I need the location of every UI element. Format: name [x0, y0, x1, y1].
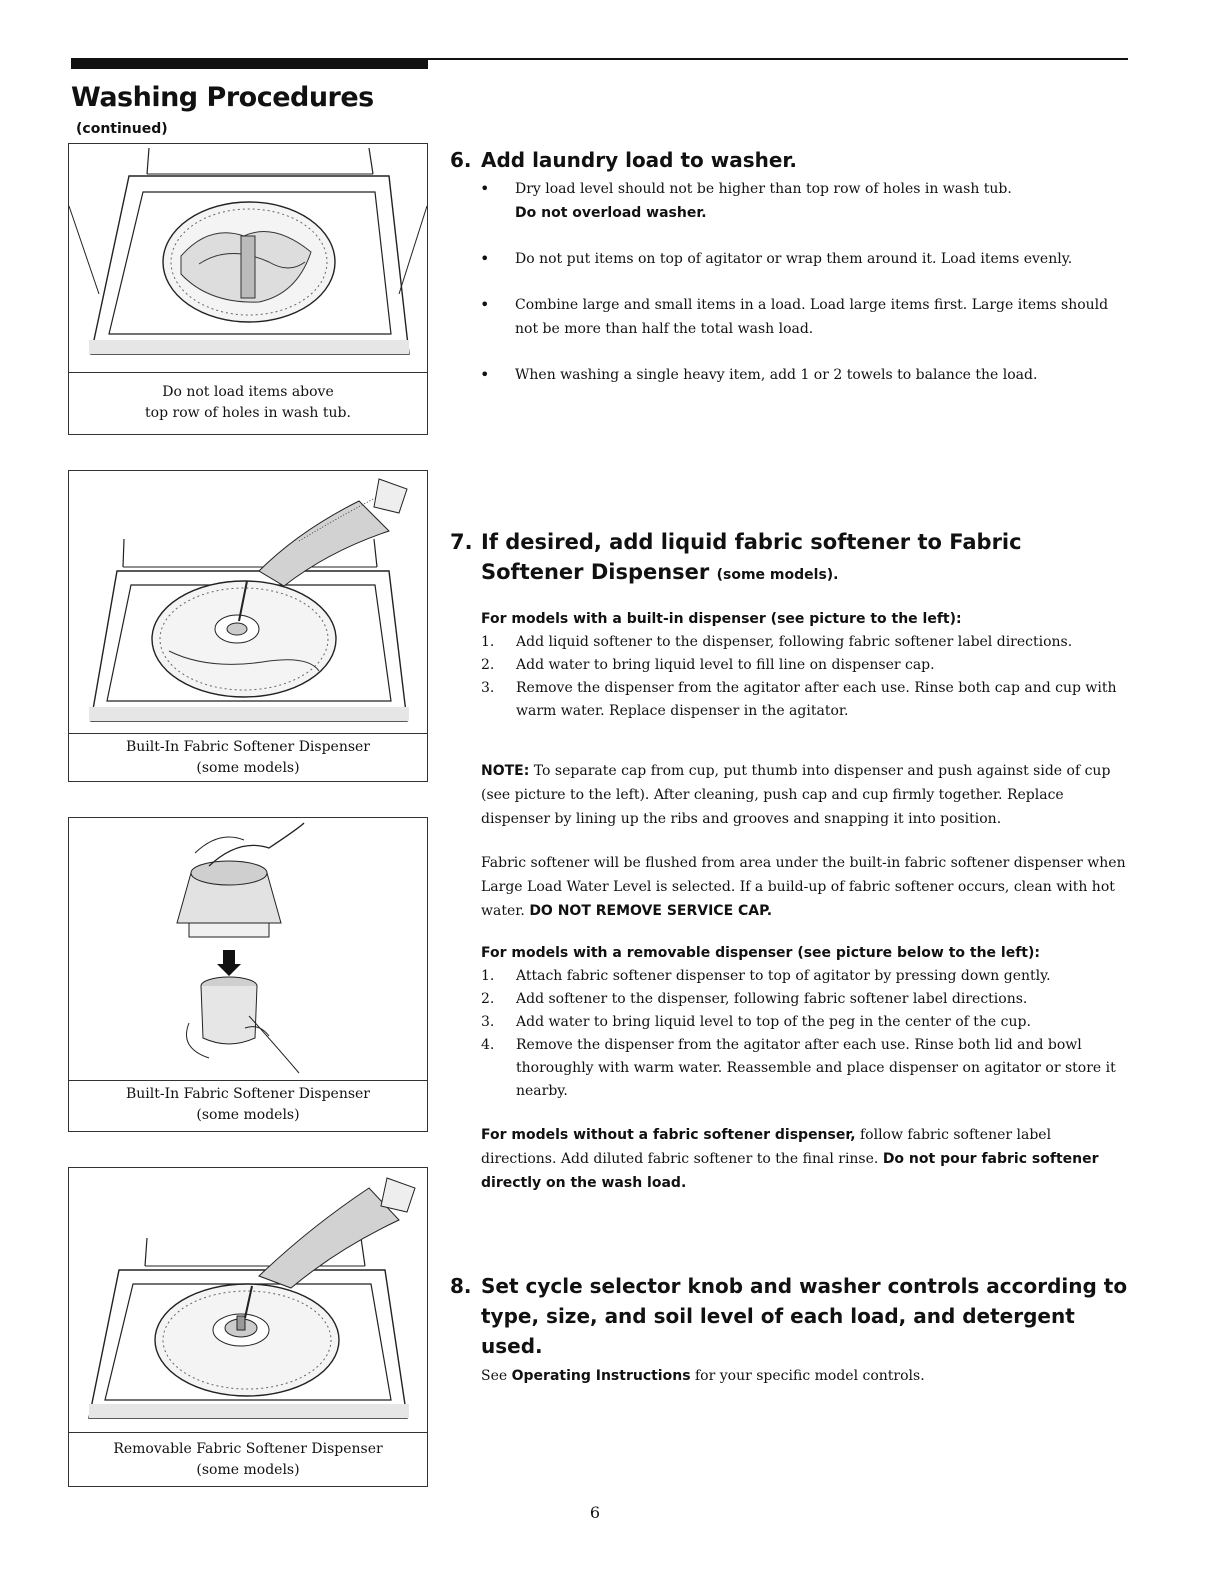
note-label: NOTE:	[481, 763, 530, 779]
caption-line: (some models)	[196, 1107, 300, 1123]
list-num: 2.	[481, 991, 495, 1007]
list-item-text: Add softener to the dispenser, following fabric softener label directions.	[516, 991, 1028, 1007]
list-item	[481, 988, 1130, 1011]
flush-paragraph	[450, 851, 1130, 923]
list-item-bold: Do not overload washer.	[515, 205, 707, 221]
header-rule-thin	[428, 58, 1128, 60]
see-post: for your specific model controls.	[694, 1368, 925, 1384]
dispenser-cap-cup-illustration	[69, 818, 427, 1078]
list-item	[481, 631, 1130, 654]
list-item	[481, 1011, 1130, 1034]
removable-subhead: For models with a removable dispenser (see picture below to the left):	[481, 945, 1040, 961]
flush-warning: DO NOT REMOVE SERVICE CAP.	[529, 903, 773, 919]
step-heading	[450, 527, 1130, 590]
list-item-text: Add liquid softener to the dispenser, following fabric softener label directions.	[516, 634, 1073, 650]
header-rule-thick	[71, 58, 428, 69]
step-8	[450, 1271, 1130, 1388]
removable-steps	[450, 965, 1130, 1103]
see-link-text: Operating Instructions	[511, 1368, 691, 1384]
caption-line: (some models)	[196, 1462, 300, 1478]
list-num: 1.	[481, 968, 495, 984]
figure-caption	[69, 372, 427, 434]
page-subtitle: (continued)	[76, 121, 168, 137]
step-heading-text: Add laundry load to washer.	[481, 148, 798, 172]
list-item	[481, 677, 1130, 723]
note-paragraph	[450, 759, 1130, 831]
washer-tub-illustration	[69, 144, 427, 372]
list-item-text: Add water to bring liquid level to top of the peg in the center of the cup.	[516, 1014, 1031, 1030]
step-number: 6.	[450, 148, 472, 172]
caption-line: top row of holes in wash tub.	[145, 405, 351, 421]
note-text: To separate cap from cup, put thumb into dispenser and push against side of cup (see picture to the left). After cleaning, push cap and cup firmly together. Replace dispenser by lining up the ribs and grooves and snapping it into position.	[481, 763, 1111, 827]
list-num: 1.	[481, 634, 495, 650]
step-6	[450, 146, 1130, 387]
builtin-steps	[450, 631, 1130, 723]
step-heading-small: (some models).	[716, 567, 839, 583]
list-item-text: Remove the dispenser from the agitator after each use. Rinse both cap and cup with warm water. Replace dispenser in the agitator.	[516, 680, 1117, 719]
page-number: 6	[589, 1503, 601, 1522]
list-item	[481, 654, 1130, 677]
list-item-text: Dry load level should not be higher than top row of holes in wash tub.	[515, 181, 1012, 197]
page-title: Washing Procedures	[71, 82, 374, 113]
figure-builtin-dispenser-parts	[68, 817, 428, 1132]
list-item-text: Add water to bring liquid level to fill line on dispenser cap.	[516, 657, 935, 673]
list-num: 4.	[481, 1037, 495, 1053]
list-item: • When washing a single heavy item, add 1 or 2 towels to balance the load.	[450, 363, 1130, 387]
step-heading	[450, 146, 1130, 175]
step-number: 8.	[450, 1274, 472, 1298]
list-item	[481, 1034, 1130, 1103]
see-paragraph	[450, 1364, 1130, 1388]
figure-builtin-dispenser-pour	[68, 470, 428, 782]
caption-line: (some models)	[196, 760, 300, 776]
step-heading	[450, 1271, 1130, 1361]
list-item: • Do not put items on top of agitator or wrap them around it. Load items evenly.	[450, 247, 1130, 271]
list-num: 3.	[481, 1014, 495, 1030]
list-item	[481, 965, 1130, 988]
builtin-dispenser-illustration	[69, 471, 427, 733]
figure-caption	[69, 1432, 427, 1483]
caption-line: Removable Fabric Softener Dispenser	[113, 1441, 383, 1457]
builtin-subhead: For models with a built-in dispenser (see picture to the left):	[481, 611, 962, 627]
without-bold: For models without a fabric softener dispenser,	[481, 1127, 856, 1143]
list-item-text: Remove the dispenser from the agitator after each use. Rinse both lid and bowl thoroughly with warm water. Reassemble and place dispenser on agitator or store it nearby.	[516, 1037, 1116, 1099]
list-num: 3.	[481, 680, 495, 696]
without-text: follow fabric softener label directions. Add diluted fabric softener to the final rinse.	[481, 1127, 1052, 1167]
figure-removable-dispenser	[68, 1167, 428, 1487]
without-dispenser-paragraph	[450, 1123, 1130, 1195]
figure-caption	[69, 733, 427, 775]
caption-line: Built-In Fabric Softener Dispenser	[125, 1086, 370, 1102]
list-item: • Combine large and small items in a load. Load large items first. Large items should not be more than half the total wash load.	[450, 293, 1130, 341]
flush-text: Fabric softener will be flushed from area under the built-in fabric softener dispenser when Large Load Water Level is selected. If a build-up of fabric softener occurs, clean with hot water.	[481, 855, 1126, 919]
step-7	[450, 527, 1130, 1195]
figure-caption	[69, 1080, 427, 1124]
removable-dispenser-illustration	[69, 1168, 427, 1432]
list-item	[450, 177, 1130, 225]
without-bold-2: Do not pour fabric softener directly on the wash load.	[481, 1151, 1099, 1191]
list-item-text: Attach fabric softener dispenser to top of agitator by pressing down gently.	[516, 968, 1051, 984]
step-number: 7.	[450, 530, 473, 554]
caption-line: Built-In Fabric Softener Dispenser	[125, 739, 370, 755]
figure-load-level	[68, 143, 428, 435]
see-pre: See	[481, 1368, 508, 1384]
step-heading-text: If desired, add liquid fabric softener to Fabric Softener Dispenser	[481, 530, 1022, 584]
list-num: 2.	[481, 657, 495, 673]
bullet-list	[450, 177, 1130, 387]
caption-line: Do not load items above	[162, 384, 334, 400]
step-heading-text: Set cycle selector knob and washer controls according to type, size, and soil level of each load, and detergent used.	[481, 1274, 1128, 1358]
